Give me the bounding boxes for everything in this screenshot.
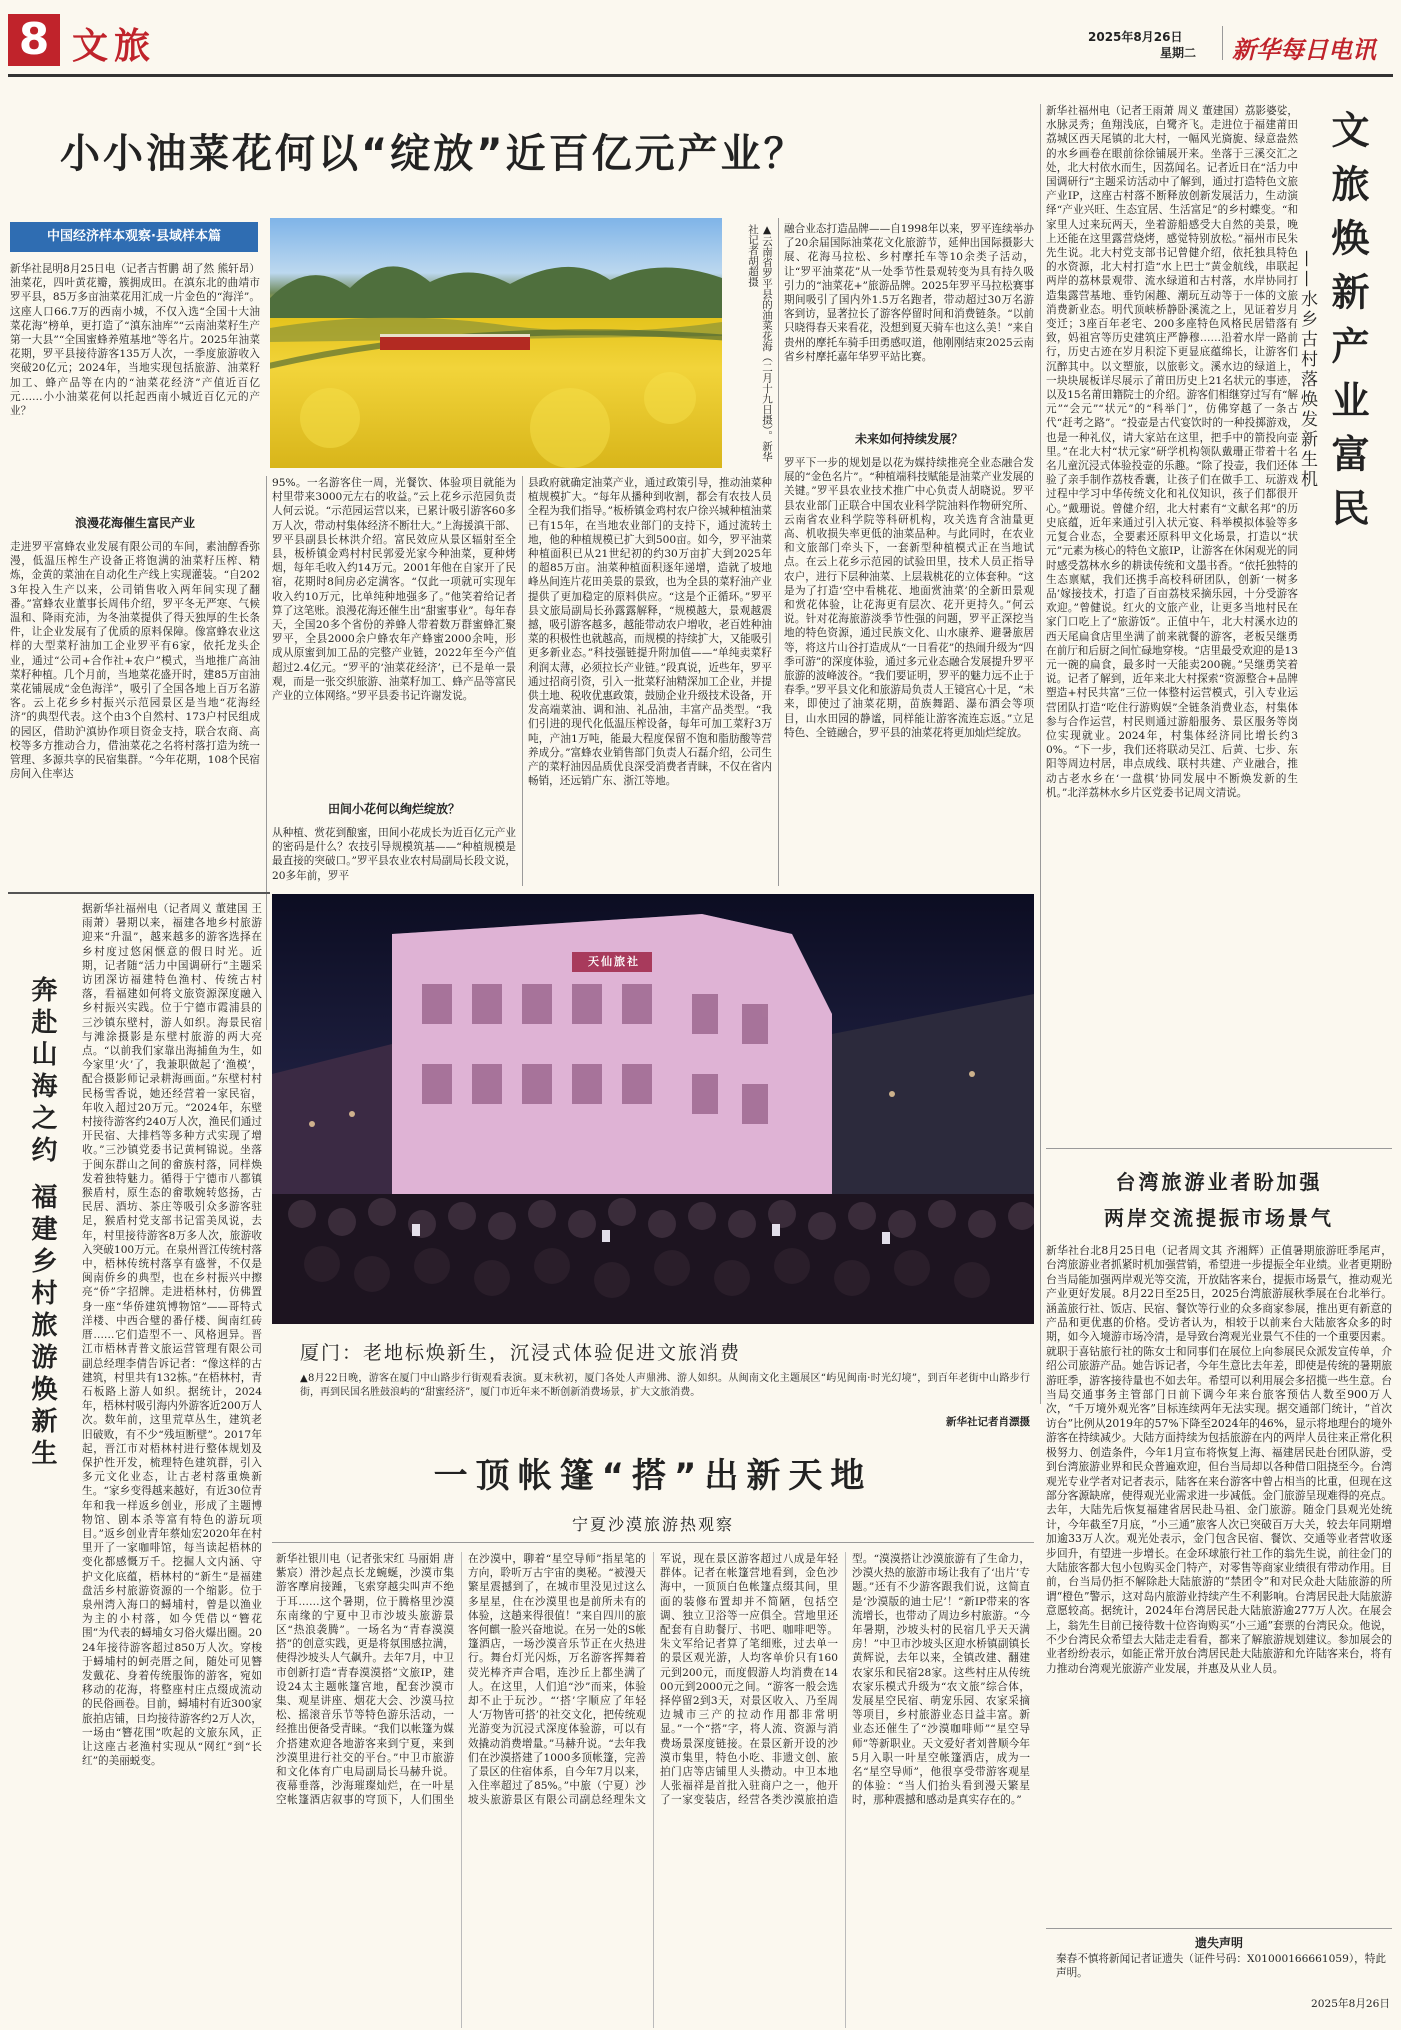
right-story-subtitle: ——水乡古村落焕发新生机 [1297, 250, 1317, 490]
rapeseed-field-photo [270, 218, 722, 468]
right-story-headline: 文旅焕新产业富民 [1325, 110, 1369, 542]
lead-column-rule-2 [522, 476, 523, 886]
left-story-headline: 奔赴山海之约 福建乡村旅游焕新生 [27, 976, 57, 1472]
lead-subhead-3: 未来如何持续发展？ [854, 432, 963, 446]
lead-column-rule-1 [266, 476, 267, 1030]
taiwan-headline-2: 两岸交流提振市场景气 [1104, 1206, 1334, 1230]
taiwan-headline-1: 台湾旅游业者盼加强 [1115, 1170, 1323, 1194]
masthead-divider [1222, 26, 1223, 60]
lead-column-4: 融合业态打造品牌——自1998年以来，罗平连续举办了20余届国际油菜花文化旅游节，延伸出国际摄影大展、花海马拉松、乡村摩托车等10余类子活动，让“罗平油菜花”从一处季节性景观转变为具有持久吸引力的“油菜花+”旅游品牌。2025年罗平马拉松赛事期间吸引了国内外1.5万名跑者，带动超过30万名游客到访，显著拉长了游客停留时间和消费链条。“以前只晓得春天来看花，没想到夏天骑车也这么美！”来自贵州的摩托车骑手田勇感叹道，他刚刚结束2025云南省乡村摩托嘉年华罗平站比赛。 [784, 223, 1034, 363]
lead-dateline-text: 新华社昆明8月25日电（记者吉哲鹏 胡了然 熊轩昂）油菜花，四叶黄花瓣，簇拥成田。在滇东北的曲靖市罗平县，85万多亩油菜花用汇成一片金色的“海洋”。这座人口66.7万的西南小城，不仅入选“全国十大油菜花海”榜单，更打造了“滇东油库”“云南油菜籽生产第一大县”“全国蜜蜂养殖基地”等名片。2025年油菜花期，罗平县接待游客135万人次，一季度旅游收入突破20亿元；2024年，当地实现包括旅游、油菜籽加工、蜂产品等在内的“油菜花经济”产值近百亿元……小小油菜花何以托起西南小城近百亿元的产业？ [10, 263, 260, 418]
ningxia-subtitle: 宁夏沙漠旅游热观察 [571, 1515, 734, 1534]
xiamen-photo-credit: 新华社记者肖漂摄 [946, 1416, 1030, 1428]
page-number: 8 [18, 14, 50, 65]
notice-title: 遗失声明 [1194, 1936, 1243, 1950]
section-name: 文旅 [72, 25, 157, 67]
notice-body: 秦春不慎将新闻记者证遗失（证件号码：X01000166661059），特此声明。 [1056, 1953, 1386, 1980]
left-story-body: 据新华社福州电（记者周义 董建国 王雨萧）暑期以来，福建各地乡村旅游迎来“升温”，越来越多的游客选择在乡村度过悠闲惬意的假日时光。近期，记者随“活力中国调研行”主题采访团深访福建特色渔村、传统古村落，看福建如何将文旅资源深度融入乡村振兴实践。位于宁德市霞浦县的三沙镇东壁村，游人如织。海景民宿与滩涂摄影是东壁村旅游的两大亮点。“以前我们家靠出海捕鱼为生，如今家里‘火’了，我兼职做起了‘渔模’，配合摄影师记录耕海画面。”东壁村村民杨雪香说，她还经营着一家民宿，年收入超过20万元。“2024年，东壁村接待游客约240万人次，渔民们通过开民宿、大排档等多种方式实现了增收。”三沙镇党委书记黄柯锦说。坐落于闽东群山之间的畲族村落，同样焕发着独特魅力。循得于宁德市八都镇猴盾村，原生态的畲歌婉转悠扬，古民居、酒坊、茶庄等吸引众多游客驻足，猴盾村党支部书记雷美凤说，去年，村里接待游客8万多人次，旅游收入突破100万元。在泉州晋江传统村落中，梧林传统村落享有盛誉，不仅是闽南侨乡的典型，也在乡村振兴中擦亮“侨”字招牌。走进梧林村，仿佛置身一座“华侨建筑博物馆”——哥特式洋楼、中西合璧的番仔楼、闽南红砖厝……它们造型不一、风格迥异。晋江市梧林青普文旅运营管理有限公司副总经理李倩告诉记者：“像这样的古建筑，村里共有132栋。”在梧林村，青石板路上游人如织。据统计，2024年，梧林村吸引海内外游客近200万人次。数年前，这里荒草丛生，建筑老旧破败，有不少“残垣断壁”。2017年起，晋江市对梧林村进行整体规划及保护性开发，梳理特色建筑群，引入多元文化业态，让古老村落重焕新生。“家乡变得越来越好，有近30位青年和我一样返乡创业，形成了主题博物馆、剧本杀等富有特色的游玩项目。”返乡创业青年蔡灿宏2020年在村里开了一家咖啡馆，每当读起梧林的变化都感慨万千。挖掘人文内涵、守护文化底蕴，梧林村的“新生”是福建盘活乡村旅游资源的一个缩影。位于泉州湾入海口的蟳埔村，曾是以渔业为主的小村落，如今凭借以“簪花围”为代表的蟳埔女习俗火爆出圈。2024年接待游客超过850万人次。穿梭于蟳埔村的蚵壳厝之间，随处可见簪发戴花、身着传统服饰的游客，宛如移动的花海，将整座村庄点缀成流动的民俗画卷。目前，蟳埔村有近300家旅拍店铺，日均接待游客约2万人次，一场由“簪花围”吹起的文旅东风，正让这座古老渔村实现从“网红”到“长红”的美丽蜕变。 [82, 903, 262, 1768]
xiamen-night-street-photo [272, 894, 1034, 1324]
notice-rule [1046, 1928, 1392, 1929]
xiamen-caption: ▲8月22日晚，游客在厦门中山路步行街观看表演。夏末秋初，厦门各处人声鼎沸、游人如织。从闽南文化主题展区“屿见闽南·时光幻境”，到百年老街中山路步行街，再到民国名胜鼓浪屿的“甜蜜经济”，厦门市近年来不断创新消费场景，扩大文旅消费。 [300, 1373, 1030, 1398]
lead-column-2: 95%。一名游客住一周，光餐饮、体验项目就能为村里带来3000元左右的收益。”云上花乡示范园负责人何云说。“示范园运营以来，已累计吸引游客60多万人次，带动村集体经济不断壮大。”上海援滇干部、罗平县副县长林洪介绍。富民效应从景区辐射至全县，板桥镇金鸡村村民郭爱光家今种油菜，夏种烤烟，每年毛收入约14万元。2001年他在自家开了民宿，花期时8间房必定满客。“仅此一项就可实现年收入约10万元，比单纯种地强多了。”他笑着给记者算了这笔账。浪漫花海还催生出“甜蜜事业”。每年春天，全国20多个省份的养蜂人带着数万群蜜蜂汇聚罗平，全县2000余户蜂农年产蜂蜜2000余吨，形成从原蜜到加工品的完整产业链，2022年至今产值超过2.4亿元。“罗平的‘油菜花经济’，已不是单一景观，而是一张交织旅游、油菜籽加工、蜂产品等富民产业的立体网络。”罗平县委书记许谢发说。 [272, 477, 516, 703]
lead-headline: 小小油菜花何以“绽放”近百亿元产业？ [60, 131, 807, 177]
lead-subhead-2: 田间小花何以绚烂绽放？ [327, 802, 460, 816]
lead-column-3: 县政府就确定油菜产业，通过政策引导，推动油菜种植规模扩大。“每年从播种到收割，都会有农技人员全程为我们指导。”板桥镇金鸡村农户徐兴城种植油菜已有15年，在当地农业部门的支持下，通过流转土地，他的种植规模已扩大到500亩。如今，罗平油菜种植面积已从21世纪初的约30万亩扩大到2025年的超85万亩。油菜种植面积逐年递增，造就了坡地峰丛间连片花田美景的景致，也为全县的菜籽油产业提供了更加稳定的原料供应。“这是个正循环。”罗平县文旅局副局长孙露露解释，“规模越大，景观越震撼，吸引游客越多，越能带动农户增收，老百姓种油菜的积极性也就越高，而规模的持续扩大，又能吸引更多新业态。”科技强链提升附加值——“单纯卖菜籽利润太薄，必须拉长产业链。”段真说，近些年，罗平通过招商引资，引入一批菜籽油精深加工企业，并提供土地、税收优惠政策，鼓励企业升级技术设备，开发高端菜油、调和油、礼品油，丰富产品类型。“我们引进的现代化低温压榨设备，每年可加工菜籽3万吨，产油1万吨，能最大程度保留不饱和脂肪酸等营养成分。”富蜂农业销售部门负责人石磊介绍，公司生产的菜籽油因品质优良深受消费者青睐，不仅在省内畅销，还远销广东、浙江等地。 [528, 477, 772, 788]
hotel-sign: 天仙旅社 [588, 955, 640, 968]
lead-column-1: 走进罗平富蜂农业发展有限公司的车间，素油醇香弥漫，低温压榨生产设备正将饱满的油菜籽压榨、精炼，金黄的菜油在自动化生产线上实现灌装。“自2023年投入生产以来，公司销售收入两年间实现了翻番。”富蜂农业董事长周伟介绍，罗平冬无严寒、气候温和、降雨充沛，为冬油菜提供了得天独厚的生长条件，让企业发展有了优质的原料保障。像富蜂农业这样的大型菜籽油加工企业罗平有6家，依托龙头企业，通过“公司+合作社+农户”模式，当地推广高油菜籽种植。几个月前，当地菜花盛开时，建85万亩油菜花铺展成“金色海洋”，吸引了全国各地上百万名游客。云上花乡乡村振兴示范园景区是当地“花海经济”的典型代表。这个由3个自然村、173户村民组成的园区，借助沪滇协作项目资金支持，联合农商、高校等多方推动合力，借油菜花之名将村落打造为统一管理、多源共享的民宿集群。“今年花期，108个民宿房间入住率达 [10, 541, 260, 781]
rapeseed-photo-caption: ▲云南省罗平县的油菜花海（二月十九日摄）。新华社记者胡超摄 [747, 224, 773, 462]
issue-weekday: 星期二 [1160, 46, 1197, 60]
ningxia-body: 新华社银川电（记者张宋红 马丽娟 唐紫宸）滑沙起点长龙蜿蜒，沙漠市集游客摩肩接踵，飞索穿越尖叫声不绝于耳……这个暑期，位于腾格里沙漠东南缘的宁夏中卫市沙坡头旅游景区“热浪袭腾”。一场名为“青春漠漠搭”的创意实践，更是将氛围感拉满，使得沙坡头人气飙升。去年7月，中卫市创新打造“青春漠漠搭”文旅IP，建设24太主题帐篷宫地，配套沙漠市集、观星讲座、烟花大会、沙漠马拉松、摇滚音乐节等特色游乐活动，一经推出便备受青睐。“我们以帐篷为媒介搭建欢迎各地游客来到宁夏，来到沙漠里进行社交的平台。”中卫市旅游和文化体育广电局副局长马赫升说。夜幕垂落，沙海璀璨灿烂，在一叶星空帐篷酒店叙事的穹顶下，人们围坐在沙漠中，聊着“星空导师”指星笔的方向，聆听万古宇宙的奥秘。“被漫天繁星震撼到了，在城市里没见过这么多星星，住在沙漠里也是前所未有的体验，这趟来得很值！”来自四川的旅客何麒一脸兴奋地说。在另一处的S帐篷酒店，一场沙漠音乐节正在火热进行。舞台灯光闪烁，万名游客挥舞着荧光棒齐声合唱，连沙丘上都坐满了人。在这里，人们追“沙”而来，体验却不止于玩沙。“‘搭’字顺应了年轻人‘万物皆可搭’的社交文化，把传统观光游变为沉浸式深度体验游，可以有效撬动消费增量。”马赫升说。“去年我们在沙漠搭建了1000多顶帐篷，完善了景区的住宿体系，自今年7月以来，入住率超过了85%。”中旅（宁夏）沙坡头旅游景区有限公司副总经理朱文军说，现在景区游客超过八成是年轻群体。记者在帐篷营地看到，金色沙海中，一顶顶白色帐篷点缀其间，里面的装修布置却并不简陋，包括空调、独立卫浴等一应俱全。营地里还配套有自助餐厅、书吧、咖啡吧等。朱文军给记者算了笔细账，过去单一的景区观光游，人均客单价只有160元到200元，而度假游人均消费在1400元到2000元之间。“游客一般会选择停留2到3天，对景区收入、乃至周边城市三产的拉动作用都非常明显。”一个“搭”字，将人流、资源与消费场景深度链接。在景区新开设的沙漠市集里，特色小吃、非遗文创、旅拍门店等店铺里人头攒动。中卫本地人张福祥是首批入驻商户之一，他开了一家变装店，经营各类沙漠旅拍造型。“漠漠搭让沙漠旅游有了生命力，沙漠火热的旅游市场让我有了‘出片’专题。”还有不少游客跟我们说，这简直是‘沙漠版的迪士尼’！”新IP带来的客流增长，也带动了周边乡村旅游。“今年暑期，沙坡头村的民宿几乎天天满房！”中卫市沙坡头区迎水桥镇副镇长黄辉说，去年以来，全镇改建、翻建农家乐和民宿28家。这些村庄从传统农家乐模式升级为“农文旅”综合体，发展星空民宿、萌宠乐园、农家采摘等项目，乡村旅游业态日益丰富。新业态还催生了“沙漠咖啡师”“星空导师”等新职业。天文爱好者刘普顺今年5月入职一叶星空帐篷酒店，成为一名“星空导师”，他很享受带游客观星的体验：“当人们抬头看到漫天繁星时，那种震撼和感动是真实存在的。” [276, 1553, 1030, 1807]
ningxia-headline: 一顶帐篷“搭”出新天地 [433, 1456, 873, 1496]
taiwan-top-rule [1046, 1148, 1392, 1149]
issue-date: 2025年8月26日 [1088, 30, 1183, 44]
lead-column-2b: 从种植、赏花到酿蜜，田间小花成长为近百亿元产业的密码是什么？农技引导规模筑基——“种植规模是最直接的突破口。”罗平县农业农村局副局长段文说，20多年前，罗平 [272, 827, 516, 882]
left-story-top-rule [8, 892, 270, 894]
masthead-rule [8, 74, 1393, 77]
ningxia-column-rule [272, 1542, 1034, 1543]
series-tag-label: 中国经济样本观察·县域样本篇 [47, 229, 221, 244]
notice-date: 2025年8月26日 [1311, 1998, 1390, 2010]
lead-column-4b: 罗平下一步的规划是以花为媒持续推亮全业态融合发展的“金色名片”。“种植端科技赋能是油菜产业发展的关键。”罗平县农业技术推广中心负责人胡晓说。罗平县农业部门正联合中国农业科学院油料作物研究所、云南省农业科学院等科研机构，攻关选育含油量更高、机收损失率更低的油菜品种。与此同时，在农业和文旅部门牵头下，一套新型种植模式正在当地试点。在云上花乡示范园的试验田里，技术人员正指导农户，进行下层种油菜、上层栽桃花的立体套种。“这是为了打造‘空中看桃花、地面赏油菜’的全新田景观和赏花体验，让花海更有层次、花开更持久。”何云说。针对花海旅游淡季节性强的问题，罗平正深挖当地的特色资源，通过民族文化、山水康养、避暑旅居等，将这片山谷打造成从“一日看花”的热闹升级为“四季可游”的深度体验，通过多元业态融合发展提升罗平旅游的波峰波谷。“我们要证明，罗平的魅力远不止于春季。”罗平县文化和旅游局负责人王镜宫心十足，“未来，即使过了油菜花期，苗族舞蹈、瀑布酒会等项目，山水田园的静谧，同样能让游客流连忘返。”立足特色、全链融合，罗平县的油菜花将更加灿烂绽放。 [784, 457, 1034, 739]
lead-column-rule-3 [778, 218, 779, 886]
right-story-rule [1040, 104, 1041, 1404]
right-story-body: 新华社福州电（记者王雨萧 周义 董建国）荔影婆娑，水脉灵秀；鱼翔浅底，白鹭齐飞。走进位于福建莆田荔城区西天尾镇的北大村，一幅风光旖旎、绿意盎然的水乡画卷在眼前徐徐铺展开来。坐落于三溪交汇之处，北大村依水而生，因荔闻名。记者近日在“活力中国调研行”主题采访活动中了解到，通过打造特色文旅产业IP，这座古村落不断释放创新发展活力，生动演绎“产业兴旺、生态宜居、生活富足”的乡村蝶变。“和家里人过来玩两天，坐着游船感受大自然的美景，晚上还能在这里露营烧烤，感觉特别放松。”福州市民朱先生说。北大村党支部书记曾健介绍，依托独具特色的水资源，北大村打造“水上巴士”黄金航线，串联起两岸的荔林景观带、流水绿道和古村落，水岸协同打造集露营基地、垂钓闲趣、潮玩互动等于一体的文旅消费新业态。明代顶峡桥静卧溪流之上，见证着岁月变迁；3座百年老宅、200多座特色风格民居错落有致，妈祖宫等历史建筑庄严静穆……沿着水岸一路前行，历史古迹在岁月积淀下更显底蕴绵长，让游客们沉醉其中。以文塑旅，以旅彰文。溪水边的绿道上，一块块展板详尽展示了莆田历史上21名状元的事迹，以及15名莆田籍院士的介绍。游客们相继穿过写有“解元”“会元”“状元”的“科举门”，仿佛穿越了一条古代“赶考之路”。“投壶是古代宴饮时的一种投掷游戏，也是一种礼仪，请大家站在这里，把手中的箭投向壶里。”在北大村“状元家”研学机构领队戴珊正带着十名名儿童沉浸式体验投壶的乐趣。“除了投壶，我们还体验了亲手制作荔枝香囊，让孩子们在做手工、玩游戏过程中学习中华传统文化和礼仪知识，孩子们都很开心。”戴珊说。曾健介绍，北大村素有“文献名邦”的历史底蕴，近年来通过引入状元宴、科举模拟体验等多元复合业态，全要素还原科甲文化场景，打造以“状元”元素为核心的特色文旅IP，让游客在休闲观光的同时感受荔林水乡的耕读传统和文墨书香。“依托独特的生态禀赋，我们还携手高校科研团队，创新‘一树多品’嫁接技术，打造了百亩荔枝采摘乐园，十分受游客欢迎。”曾健说。红火的文旅产业，让更多当地村民在家门口吃上了“旅游饭”。正值中午，北大村溪水边的西天尾扁食店里坐满了前来就餐的游客，老板吴继勇在前厅和后厨之间忙碌地穿梭。“店里最受欢迎的是13元一碗的扁食，最多时一天能卖200碗。”吴继勇笑着说。记者了解到，近年来北大村探索“资源整合+品牌塑造+村民共富”三位一体整村运营模式，引入专业运营团队打造“吃住行游购娱”全链条消费业态，村集体参与合作运营，村民则通过游船服务、景区服务等岗位实现就业。2024年，村集体经济同比增长约30%。“下一步，我们还将联动吴江、后黄、七步、东阳等周边村居，串点成线、联村共建、产业融合，推动古老水乡在‘一盘棋’协同发展中不断焕发新的生机。”北洋荔林水乡片区党委书记周文清说。 [1046, 105, 1298, 799]
brand-logo: 新华每日电讯 [1232, 35, 1376, 64]
xiamen-headline: 厦门：老地标焕新生，沉浸式体验促进文旅消费 [300, 1342, 742, 1364]
taiwan-body: 新华社台北8月25日电（记者周文其 齐湘辉）正值暑期旅游旺季尾声，台湾旅游业者抓紧时机加强营销，希望进一步提振全年业绩。业者更期盼台当局能加强两岸观光等交流，开放陆客来台，提振市场景气，推动观光产业更好发展。8月22日至25日，2025台湾旅游展秋季展在台北举行。涵盖旅行社、饭店、民宿、餐饮等行业的众多商家参展，推出更有新意的产品和更优惠的价格。受访者认为，相较于以前来台大陆旅客众多的时期，如今入境游市场冷清，是导致台湾观光业景气不佳的一个重要因素。就职于喜钻旅行社的陈女士和同事们在展位上向参展民众派发宣传单，介绍公司旅游产品。她告诉记者，今年生意比去年差，即使是传统的暑期旅游旺季，游客接待量也不如去年。希望可以利用展会多招揽一些生意。台当局交通事务主管部门日前下调今年来台旅客预估人数至900万人次，“千万境外观光客”目标连续两年无法实现。据交通部门统计，“首次访台”比例从2019年的57%下降至2024年的46%，显示将地理台的境外游客在持续减少。大陆方面持续为包括旅游在内的两岸人员往来正常化积极努力、创造条件，今年1月宣布将恢复上海、福建居民赴台团队游，受到台湾旅游业界和民众普遍欢迎，但台当局却以各种借口阻挠至今。台湾观光专业学者对记者表示，陆客在来台游客中曾占相当的比重，但现在这部分客源缺席，使得观光业需求进一步减低。金门旅游呈现难得的亮点。去年，大陆先后恢复福建省居民赴马祖、金门旅游。随金门县观光处统计，今年截至7月底，“小三通”旅客人次已突破百万大关，较去年同期增加逾33万人次。观光处表示，金门包含民宿、餐饮、交通等业者营收逐步回升，有望进一步增长。在金环球旅行社工作的翁先生说，前往金门的大陆旅客都大包小包购买金门特产，对零售等商家业绩很有带动作用。目前，台当局仍拒不解除赴大陆旅游的“禁团令”和对民众赴大陆旅游的所谓“橙色”警示，这对岛内旅游业持续产生不利影响。台湾居民赴大陆旅游意愿较高。据统计，2024年台湾居民赴大陆旅游逾277万人次。在展会上，翁先生目前已接待数十位咨询购买“小三通”套票的台湾民众。他说，不少台湾民众希望去大陆走走看看，都来了解旅游规划建议。参加展会的业者纷纷表示，如能正常开放台湾居民赴大陆旅游和允许陆客来台，将有力推动台湾观光旅游产业发展，并惠及从业人员。 [1046, 1244, 1392, 1675]
lead-subhead-1: 浪漫花海催生富民产业 [74, 516, 195, 530]
